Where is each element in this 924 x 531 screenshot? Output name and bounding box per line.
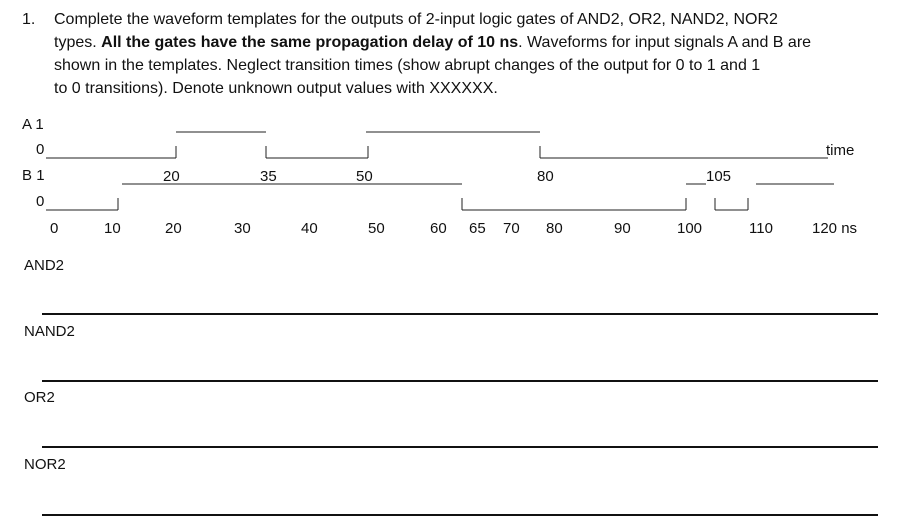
problem-line-2: types. All the gates have the same propagation delay of 10 ns. Waveforms for input signals A and B are <box>54 34 812 51</box>
time-label: time <box>826 142 855 159</box>
problem-line-4: to 0 transitions). Denote unknown output values with XXXXXX. <box>54 80 498 97</box>
axis-tick: 70 <box>503 220 520 237</box>
axis-tick: 10 <box>104 220 121 237</box>
gate-label-nand2: NAND2 <box>24 323 75 340</box>
waveform-b <box>46 184 834 210</box>
signal-b-label: B 1 <box>22 167 45 184</box>
axis-tick: 60 <box>430 220 447 237</box>
b-label-35: 35 <box>260 168 277 185</box>
axis-tick: 100 <box>677 220 703 237</box>
b-label-105: 105 <box>706 168 732 185</box>
axis-tick: 0 <box>50 220 59 237</box>
axis-tick: 20 <box>165 220 182 237</box>
b-label-50: 50 <box>356 168 373 185</box>
signal-b-low: 0 <box>36 193 45 210</box>
b-label-80: 80 <box>537 168 554 185</box>
problem-line-1: 1. Complete the waveform templates for the outputs of 2-input logic gates of AND2, OR2, NAND2, NOR2 <box>22 8 902 31</box>
waveform-a <box>46 132 828 158</box>
b-label-20: 20 <box>163 168 180 185</box>
axis-tick: 65 <box>469 220 486 237</box>
delay-statement: All the gates have the same propagation delay of 10 ns <box>101 34 519 51</box>
problem-number: 1. <box>22 11 36 28</box>
axis-tick: 40 <box>301 220 318 237</box>
signal-a-label: A 1 <box>22 116 44 133</box>
gate-output-baselines <box>42 314 878 515</box>
axis-tick: 30 <box>234 220 251 237</box>
gate-label-and2: AND2 <box>24 257 65 274</box>
axis-tick: 110 <box>749 220 773 237</box>
axis-tick: 90 <box>614 220 631 237</box>
axis-tick: 50 <box>368 220 385 237</box>
axis-tick: 80 <box>546 220 563 237</box>
problem-line-3: shown in the templates. Neglect transition times (show abrupt changes of the output for 0 to 1 and 1 <box>54 57 761 74</box>
axis-tick: 120 ns <box>812 220 858 237</box>
signal-a-low: 0 <box>36 141 45 158</box>
gate-label-or2: OR2 <box>24 389 55 406</box>
gate-label-nor2: NOR2 <box>24 456 66 473</box>
